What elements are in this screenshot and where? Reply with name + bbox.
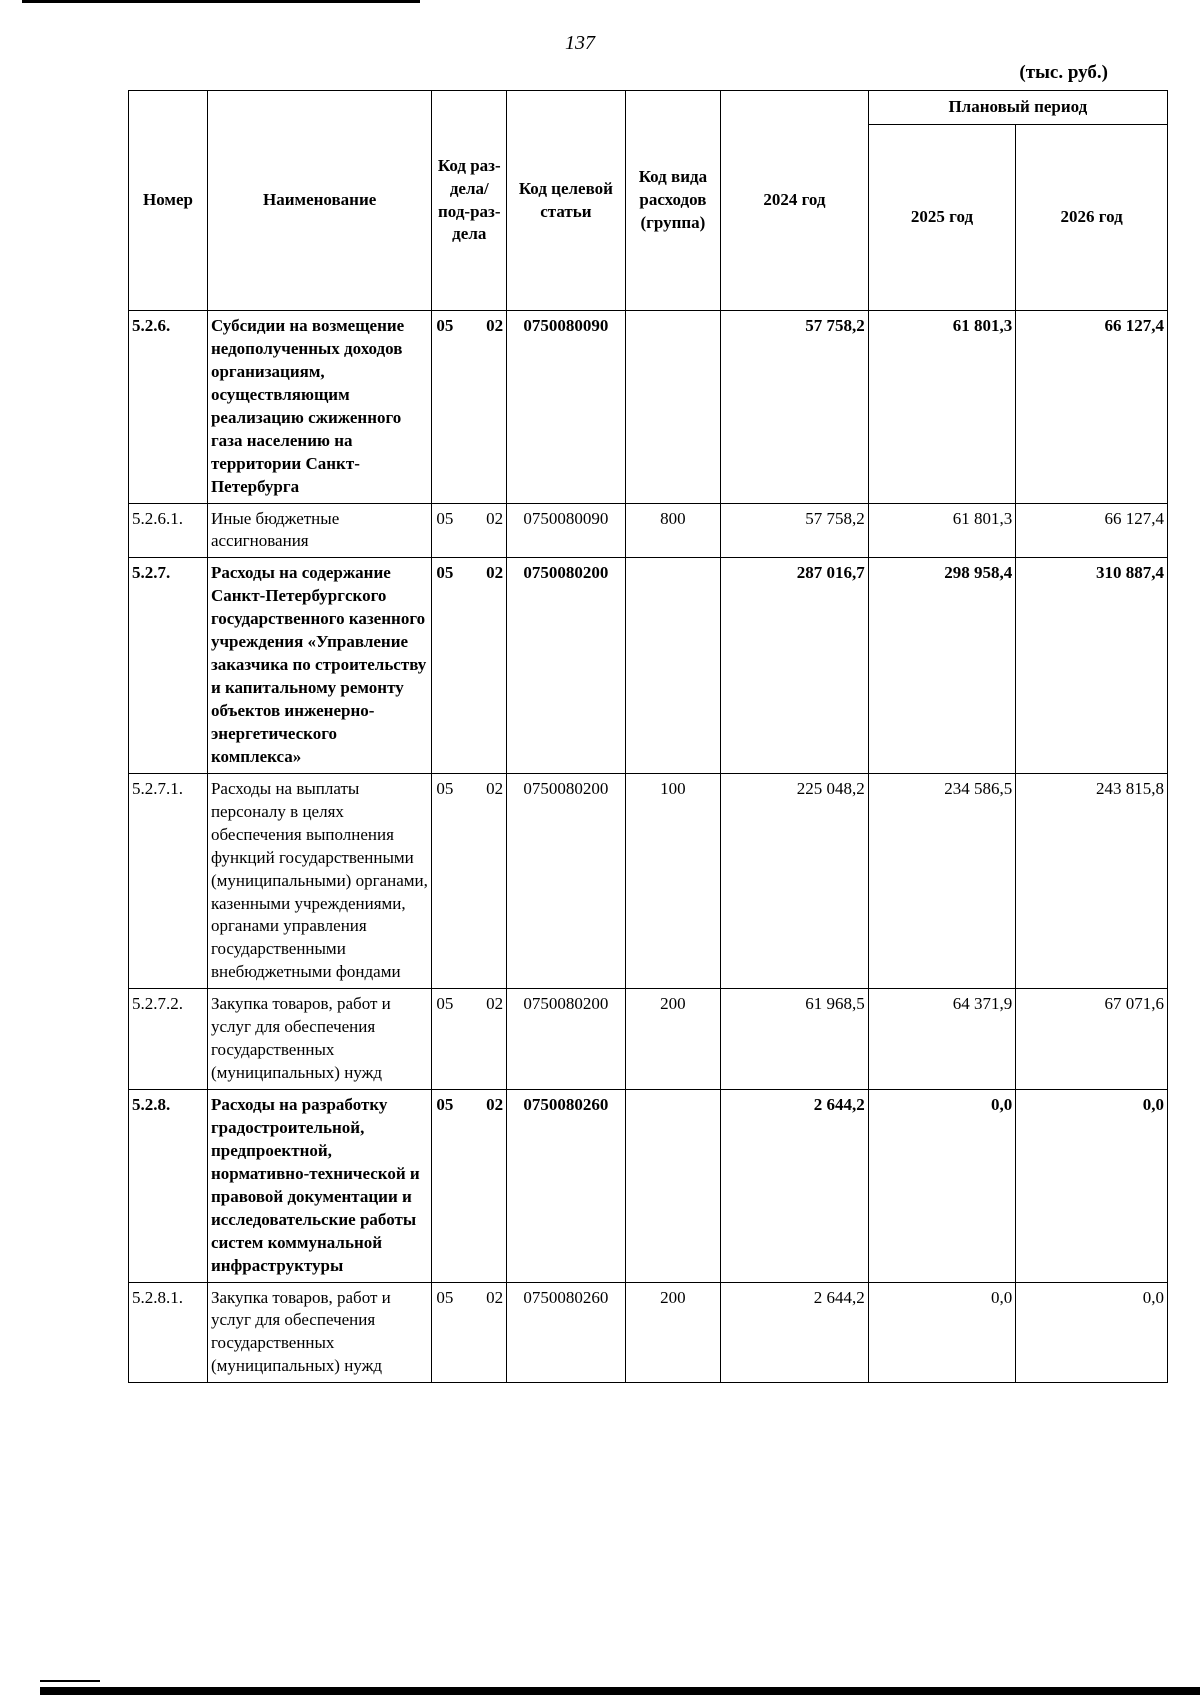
row-section-code [432,503,507,558]
header-section-code: Код раз-дела/ под-раз-дела [432,91,507,311]
row-expense-type-code: 800 [625,503,721,558]
row-name: Иные бюджетные ассигнования [207,503,431,558]
row-amount-2024: 57 758,2 [721,311,869,504]
row-number: 5.2.7.2. [129,989,208,1090]
row-target-code: 0750080200 [507,989,625,1090]
row-section: 05 [436,778,454,798]
row-number: 5.2.8. [129,1090,208,1283]
header-expense-type-code: Код вида расходов (группа) [625,91,721,311]
row-number: 5.2.6.1. [129,503,208,558]
row-section: 05 [436,563,454,583]
row-amount-2024: 225 048,2 [721,773,869,988]
budget-table [128,90,1168,1383]
row-amount-2026: 66 127,4 [1016,311,1168,504]
header-name: Наименование [207,91,431,311]
header-year-2026: 2026 год [1016,125,1168,311]
row-amount-2025: 234 586,5 [868,773,1016,988]
bottom-rule [40,1687,1200,1695]
row-number: 5.2.6. [129,311,208,504]
row-amount-2026: 310 887,4 [1016,558,1168,773]
table-row [129,503,1168,558]
row-amount-2025: 61 801,3 [868,311,1016,504]
row-amount-2025: 0,0 [868,1090,1016,1283]
table-row [129,989,1168,1090]
row-target-code: 0750080200 [507,773,625,988]
row-amount-2026: 66 127,4 [1016,503,1168,558]
row-amount-2024: 287 016,7 [721,558,869,773]
header-planned-period: Плановый период [868,91,1167,125]
table-row [129,311,1168,504]
row-amount-2026: 67 071,6 [1016,989,1168,1090]
row-amount-2025: 298 958,4 [868,558,1016,773]
bottom-rule-thin [40,1680,100,1682]
top-rule [22,0,420,3]
row-subsection: 02 [486,994,504,1014]
row-name: Расходы на выплаты персоналу в целях обеспечения выполнения функций государственными (муниципальными) органами, казенными учреждениями, органами управления государственными внебюджетными фондами [207,773,431,988]
row-name: Субсидии на возмещение недополученных доходов организациям, осуществляющим реализацию сжиженного газа населению на территории Санкт-Петербурга [207,311,431,504]
row-expense-type-code [625,1090,721,1283]
units-label: (тыс. руб.) [1019,62,1108,83]
row-amount-2026: 0,0 [1016,1090,1168,1283]
row-subsection: 02 [486,778,504,798]
row-amount-2025: 0,0 [868,1282,1016,1383]
row-amount-2024: 2 644,2 [721,1090,869,1283]
row-number: 5.2.7. [129,558,208,773]
row-expense-type-code: 100 [625,773,721,988]
row-target-code: 0750080200 [507,558,625,773]
row-target-code: 0750080090 [507,311,625,504]
row-subsection: 02 [486,563,504,583]
row-section-code [432,1282,507,1383]
row-target-code: 0750080260 [507,1090,625,1283]
row-number: 5.2.8.1. [129,1282,208,1383]
row-amount-2025: 61 801,3 [868,503,1016,558]
row-section-code [432,311,507,504]
row-expense-type-code [625,558,721,773]
row-amount-2024: 57 758,2 [721,503,869,558]
row-amount-2024: 2 644,2 [721,1282,869,1383]
row-section-code [432,558,507,773]
row-subsection: 02 [486,1287,504,1307]
row-name: Закупка товаров, работ и услуг для обеспечения государственных (муниципальных) нужд [207,1282,431,1383]
row-subsection: 02 [486,1095,504,1114]
header-year-2024: 2024 год [721,91,869,311]
row-amount-2024: 61 968,5 [721,989,869,1090]
row-name: Закупка товаров, работ и услуг для обеспечения государственных (муниципальных) нужд [207,989,431,1090]
page-number: 137 [565,32,595,54]
row-amount-2025: 64 371,9 [868,989,1016,1090]
header-number: Номер [129,91,208,311]
row-amount-2026: 0,0 [1016,1282,1168,1383]
header-year-2025: 2025 год [868,125,1016,311]
row-name: Расходы на разработку градостроительной, предпроектной, нормативно-технической и правовой документации и исследовательские работы систем коммунальной инфраструктуры [207,1090,431,1283]
row-expense-type-code [625,311,721,504]
row-section-code [432,773,507,988]
table-row [129,1090,1168,1283]
table-row [129,1282,1168,1383]
row-section: 05 [436,316,454,335]
header-target-code: Код целевой статьи [507,91,625,311]
row-target-code: 0750080090 [507,503,625,558]
table-row [129,558,1168,773]
row-amount-2026: 243 815,8 [1016,773,1168,988]
row-section: 05 [436,1287,454,1307]
row-target-code: 0750080260 [507,1282,625,1383]
row-name: Расходы на содержание Санкт-Петербургского государственного казенного учреждения «Управление заказчика по строительству и капитальному ремонту объектов инженерно-энергетического комплекса» [207,558,431,773]
row-section: 05 [436,1095,454,1114]
row-section-code [432,989,507,1090]
row-subsection: 02 [486,508,504,528]
row-number: 5.2.7.1. [129,773,208,988]
row-expense-type-code: 200 [625,1282,721,1383]
row-section-code [432,1090,507,1283]
row-expense-type-code: 200 [625,989,721,1090]
row-section: 05 [436,508,454,528]
row-subsection: 02 [486,316,504,335]
table-row [129,773,1168,988]
row-section: 05 [436,994,454,1014]
